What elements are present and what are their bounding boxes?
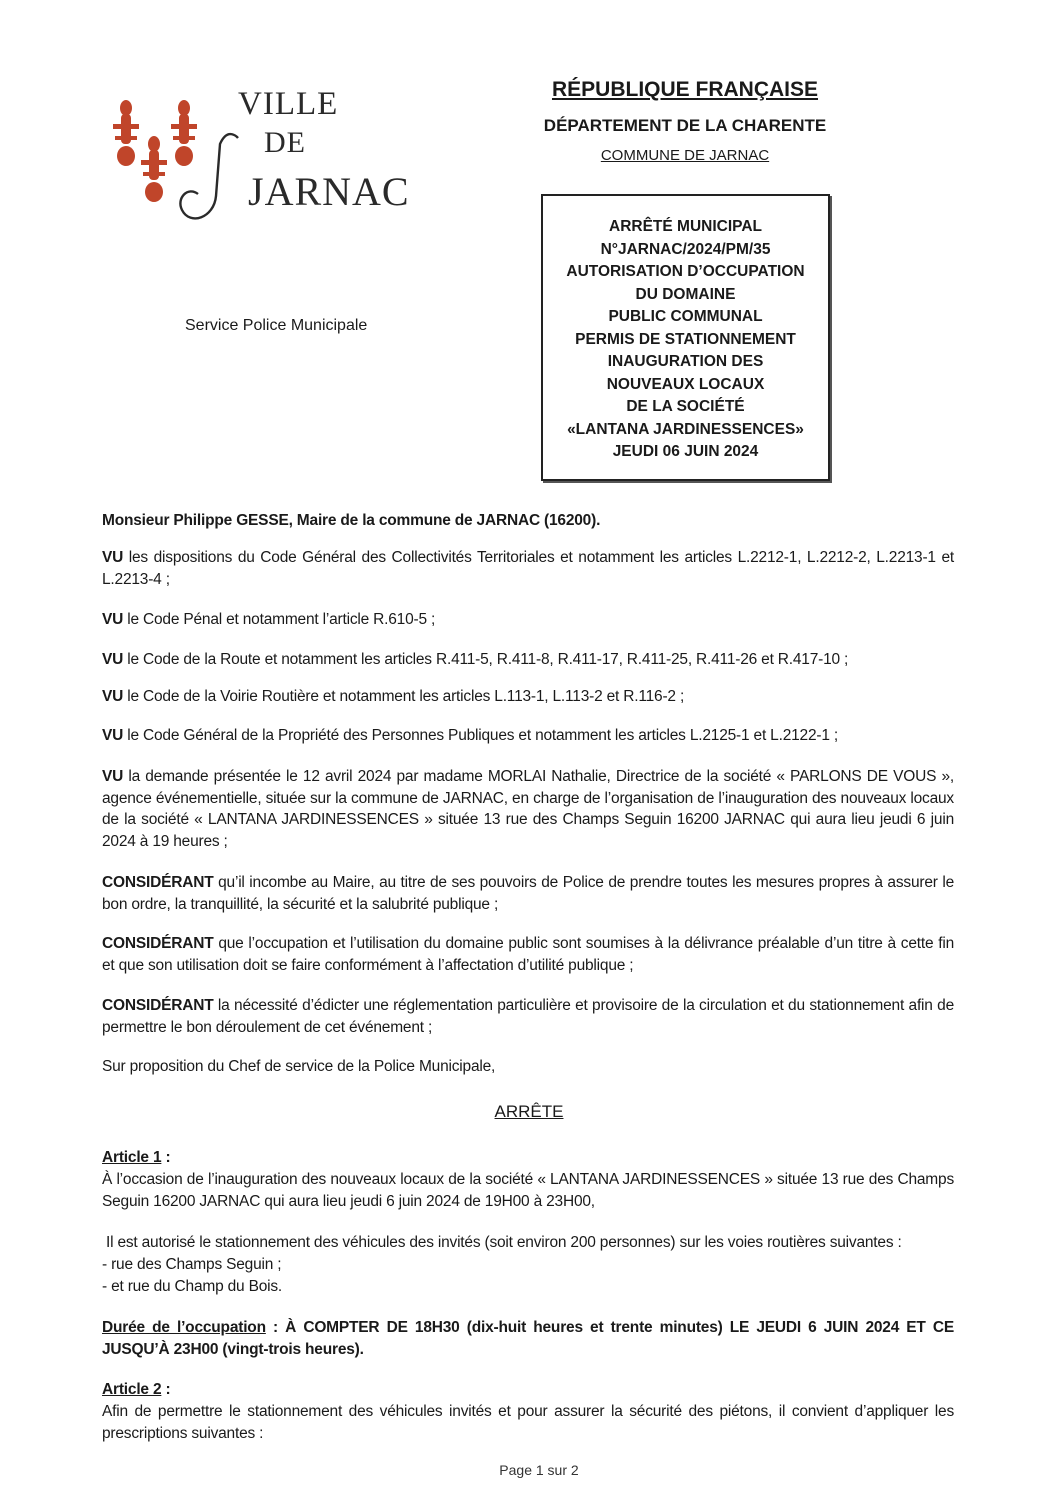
jarnac-j-flourish-icon <box>168 86 248 236</box>
logo-de-text: DE <box>264 126 306 159</box>
box-line: N°JARNAC/2024/PM/35 <box>600 240 771 258</box>
box-line: INAUGURATION DES <box>607 353 764 370</box>
arrete-heading: ARRÊTE <box>494 1102 564 1121</box>
considerant-text: que l’occupation et l’utilisation du domaine public sont soumises à la délivrance préalable d’un titre à cette fin et que son utilisation doit se faire conformément à l’affectation d’utilité publique ; <box>102 935 954 974</box>
considerant-text: qu’il incombe au Maire, au titre de ses pouvoirs de Police de prendre toutes les mesures propres à assurer le bon ordre, la tranquillité, la sécurité et la salubrité publique ; <box>102 874 954 913</box>
article-1-colon: : <box>161 1149 171 1166</box>
republique-heading: RÉPUBLIQUE FRANÇAISE <box>551 78 819 101</box>
page-number: Page 1 sur 2 <box>499 1462 579 1478</box>
vu-keyword: VU <box>102 611 124 628</box>
vu-paragraph <box>102 609 954 631</box>
city-logo <box>108 86 410 234</box>
vu-paragraph <box>102 766 954 852</box>
commune-heading: COMMUNE DE JARNAC <box>600 147 770 164</box>
article-1-rue: - et rue du Champ du Bois. <box>102 1278 283 1295</box>
article-2-heading <box>102 1379 954 1401</box>
duree-paragraph <box>102 1317 954 1360</box>
article-1-autorise: Il est autorisé le stationnement des véhicules des invités (soit environ 200 personnes) sur les voies routières suivantes : <box>106 1234 902 1251</box>
article-1-rue: - rue des Champs Seguin ; <box>102 1256 282 1273</box>
service-label: Service Police Municipale <box>185 317 368 334</box>
vu-keyword: VU <box>102 727 124 744</box>
considerant-paragraph <box>102 872 954 915</box>
vu-text: le Code de la Voirie Routière et notamment les articles L.113-1, L.113-2 et R.116-2 ; <box>123 688 685 705</box>
box-line: JEUDI 06 JUIN 2024 <box>612 443 759 460</box>
maire-line: Monsieur Philippe GESSE, Maire de la commune de JARNAC (16200). <box>102 512 601 529</box>
logo-jarnac-text: JARNAC <box>248 169 410 214</box>
vu-keyword: VU <box>102 768 124 785</box>
vu-paragraph <box>102 547 954 590</box>
box-line: «LANTANA JARDINESSENCES» <box>567 420 804 438</box>
box-line: DU DOMAINE <box>635 285 736 303</box>
departement-heading: DÉPARTEMENT DE LA CHARENTE <box>543 116 827 135</box>
duree-text: : À COMPTER DE 18H30 (dix-huit heures et trente minutes) LE JEUDI 6 JUIN 2024 ET CE JUSQU’À 23H00 (vingt-trois heures). <box>102 1319 955 1358</box>
logo-ville-text: VILLE <box>238 86 339 122</box>
duree-label: Durée de l’occupation <box>102 1319 266 1336</box>
vu-paragraph <box>102 725 954 747</box>
considerant-text: la nécessité d’édicter une réglementation particulière et provisoire de la circulation et du stationnement afin de permettre le bon déroulement de cet événement ; <box>102 997 954 1036</box>
box-line: DE LA SOCIÉTÉ <box>626 398 745 415</box>
vu-text: le Code de la Route et notamment les articles R.411-5, R.411-8, R.411-17, R.411-25, R.411-26 et R.417-10 ; <box>123 651 849 668</box>
vu-paragraph <box>102 649 954 671</box>
box-line: PERMIS DE STATIONNEMENT <box>575 330 796 348</box>
vu-keyword: VU <box>102 549 124 566</box>
article-1-text: À l’occasion de l’inauguration des nouveaux locaux de la société « LANTANA JARDINESSENCES » située 13 rue des Champs Seguin 16200 JARNAC qui aura lieu jeudi 6 juin 2024 de 19H00 à 23H00, <box>102 1171 954 1210</box>
vu-text: le Code Pénal et notamment l’article R.610-5 ; <box>123 611 436 628</box>
box-line: PUBLIC COMMUNAL <box>608 308 763 325</box>
article-2-title: Article 2 <box>102 1381 162 1398</box>
article-2-text: Afin de permettre le stationnement des véhicules invités et pour assurer la sécurité des piétons, il convient d’appliquer les prescriptions suivantes : <box>102 1403 954 1442</box>
box-line: AUTORISATION D’OCCUPATION <box>566 263 805 280</box>
box-line: NOUVEAUX LOCAUX <box>606 375 765 393</box>
considerant-paragraph <box>102 933 954 976</box>
vu-keyword: VU <box>102 651 124 668</box>
proposition-line: Sur proposition du Chef de service de la Police Municipale, <box>102 1058 496 1075</box>
vu-text: le Code Général de la Propriété des Personnes Publiques et notamment les articles L.2125-1 et L.2122-1 ; <box>123 727 838 744</box>
vu-paragraph <box>102 686 954 708</box>
considerant-paragraph <box>102 995 954 1038</box>
article-1-title: Article 1 <box>102 1149 162 1166</box>
article-2-colon: : <box>161 1381 171 1398</box>
arrete-title-lines <box>543 216 828 464</box>
considerant-keyword: CONSIDÉRANT <box>102 874 214 891</box>
arrete-title-box <box>541 194 830 481</box>
vu-keyword: VU <box>102 688 124 705</box>
considerant-keyword: CONSIDÉRANT <box>102 935 214 952</box>
vu-text: la demande présentée le 12 avril 2024 par madame MORLAI Nathalie, Directrice de la société « PARLONS DE VOUS », agence événementielle, située sur la commune de JARNAC, en charge de l’organisation de l’inauguration des nouveaux locaux de la société « LANTANA JARDINESSENCES » située 13 rue des Champs Seguin 16200 JARNAC qui aura lieu jeudi 6 juin 2024 à 19 heures ; <box>102 768 954 850</box>
considerant-keyword: CONSIDÉRANT <box>102 997 214 1014</box>
article-1-heading <box>102 1147 954 1169</box>
box-line: ARRÊTÉ MUNICIPAL <box>609 218 762 235</box>
vu-text: les dispositions du Code Général des Collectivités Territoriales et notamment les articles L.2212-1, L.2212-2, L.2213-1 et L.2213-4 ; <box>102 549 954 588</box>
